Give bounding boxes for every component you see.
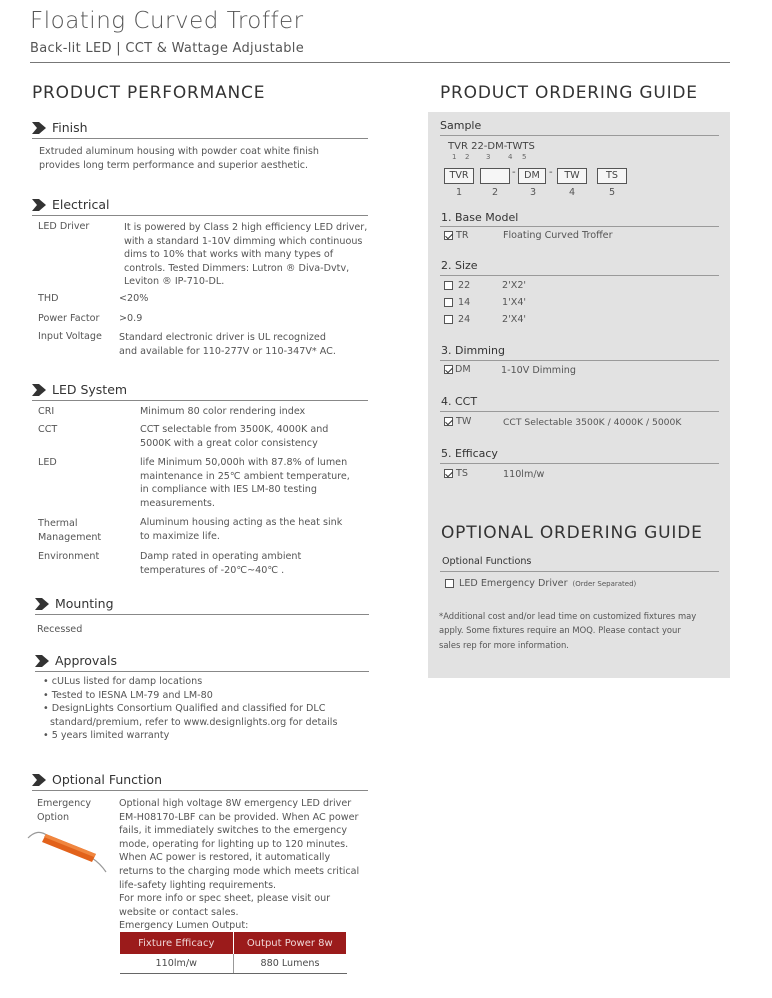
sample-code: TVR 22-DM-TWTS: [448, 141, 535, 152]
option-code: 24: [458, 314, 471, 325]
led-system-title: LED System: [52, 382, 128, 397]
dimming-title: 3. Dimming: [441, 344, 505, 357]
efficacy-title: 5. Efficacy: [441, 447, 498, 460]
text-line: measurements.: [140, 497, 215, 509]
finish-title: Finish: [52, 120, 88, 135]
text-line: Emergency: [37, 798, 92, 809]
text-line: Optional high voltage 8W emergency LED driver: [119, 798, 352, 809]
text-line: 5000K with a great color consistency: [140, 437, 318, 449]
list-item-text: cULus listed for damp locations: [51, 676, 203, 687]
sample-divider: [440, 135, 719, 136]
list-item-text: standard/premium, refer to www.designlights.org for details: [50, 716, 338, 728]
emergency-lumen-table: [120, 932, 347, 974]
thd-value: <20%: [119, 293, 149, 304]
optional-ordering-heading: OPTIONAL ORDERING GUIDE: [441, 523, 703, 543]
dimming-divider: [440, 360, 719, 361]
option-note: (Order Separated): [572, 579, 637, 588]
table-row: [120, 954, 347, 973]
option-code: TR: [456, 230, 469, 241]
text-line: apply. Some fixtures require an MOQ. Please contact your: [439, 625, 681, 636]
section-arrow-icon: [35, 598, 49, 610]
cct-option[interactable]: [444, 416, 471, 427]
code-number: 4: [508, 153, 513, 161]
cct-label: CCT: [38, 424, 58, 435]
led-value: [140, 456, 350, 510]
code-separator: -: [549, 167, 553, 178]
led-driver-label: LED Driver: [38, 221, 90, 232]
list-item: • DesignLights Consortium Qualified and classified for DLC: [43, 703, 326, 715]
base-model-title: 1. Base Model: [441, 211, 519, 224]
code-separator: -: [512, 167, 516, 178]
option-code: 14: [458, 297, 471, 308]
electrical-section-title: [32, 197, 109, 212]
finish-section-title: [32, 120, 88, 135]
text-line: with a standard 1-10V dimming which continuous: [124, 235, 363, 247]
mounting-divider: [35, 614, 369, 615]
input-voltage-value: [119, 331, 336, 358]
list-item: • 5 years limited warranty: [43, 730, 170, 742]
option-desc: 2'X2': [502, 280, 527, 291]
option-desc: 110lm/w: [503, 469, 545, 480]
text-line: and available for 110-277V or 110-347V* AC.: [119, 345, 336, 357]
list-item: • cULus listed for damp locations: [43, 676, 203, 687]
power-factor-value: >0.9: [119, 313, 143, 324]
code-box: TS: [597, 168, 627, 184]
code-number: 1: [452, 153, 457, 161]
text-line: temperatures of -20℃~40℃ .: [140, 564, 285, 576]
size-option[interactable]: [444, 314, 470, 325]
code-box: [480, 168, 510, 184]
box-number: 2: [492, 187, 499, 198]
checkbox[interactable]: [444, 298, 453, 307]
checkbox-checked[interactable]: [444, 469, 453, 478]
list-item-text: DesignLights Consortium Qualified and classified for DLC: [51, 703, 326, 715]
environment-label: Environment: [38, 551, 100, 562]
led-driver-value: [124, 221, 367, 289]
text-line: in compliance with IES LM-80 testing: [140, 484, 317, 496]
thermal-label: [38, 517, 101, 544]
electrical-divider: [32, 215, 368, 216]
cct-title: 4. CCT: [441, 395, 478, 408]
emergency-option-text: [119, 797, 359, 933]
emergency-option-label: [37, 797, 91, 824]
option-code: TW: [456, 416, 472, 427]
mounting-text: Recessed: [37, 624, 83, 635]
text-line: maintenance in 25℃ ambient temperature,: [140, 470, 350, 482]
option-label: LED Emergency Driver: [459, 578, 568, 589]
dimming-option[interactable]: [444, 364, 471, 375]
optional-function-section-title: [32, 772, 162, 787]
list-item-text: Tested to IESNA LM-79 and LM-80: [51, 689, 213, 701]
option-desc: 1-10V Dimming: [501, 365, 576, 376]
checkbox-checked[interactable]: [444, 365, 453, 374]
text-line: Aluminum housing acting as the heat sink: [140, 517, 343, 528]
size-divider: [440, 275, 719, 276]
additional-cost-note: [439, 609, 696, 652]
text-line: life-safety lighting requirements.: [119, 879, 277, 891]
list-item-text: 5 years limited warranty: [51, 730, 170, 742]
list-item: [43, 716, 337, 730]
checkbox-checked[interactable]: [444, 231, 453, 240]
code-box: TVR: [444, 168, 474, 184]
text-line: *Additional cost and/or lead time on customized fixtures may: [439, 611, 697, 621]
text-line: CCT selectable from 3500K, 4000K and: [140, 424, 329, 435]
table-cell: 880 Lumens: [233, 954, 347, 973]
mounting-title: Mounting: [55, 596, 114, 611]
option-desc: Floating Curved Troffer: [503, 230, 613, 241]
optional-functions-divider: [440, 571, 719, 572]
text-line: Option: [37, 811, 70, 823]
size-title: 2. Size: [441, 259, 478, 272]
code-number: 2: [465, 153, 470, 161]
table-cell: 110lm/w: [120, 954, 233, 973]
finish-line: provides long term performance and superior aesthetic.: [39, 159, 309, 171]
checkbox-checked[interactable]: [444, 417, 453, 426]
option-desc: CCT Selectable 3500K / 4000K / 5000K: [503, 417, 682, 428]
table-header: Output Power 8w: [233, 932, 347, 954]
led-system-divider: [32, 400, 368, 401]
input-voltage-label: Input Voltage: [38, 331, 102, 342]
approvals-divider: [35, 671, 369, 672]
text-line: EM-H08170-LBF can be provided. When AC power: [119, 811, 359, 823]
approvals-title: Approvals: [55, 653, 117, 668]
table-header: Fixture Efficacy: [120, 932, 233, 954]
text-line: Management: [38, 531, 102, 543]
text-line: For more info or spec sheet, please visit our: [119, 893, 331, 905]
option-code: DM: [455, 364, 471, 375]
environment-value: [140, 550, 301, 577]
section-arrow-icon: [32, 774, 46, 786]
mounting-section-title: [35, 596, 114, 611]
optional-function-title: Optional Function: [52, 772, 162, 787]
box-number: 1: [456, 187, 463, 198]
box-number: 3: [530, 187, 537, 198]
approvals-section-title: [35, 653, 117, 668]
text-line: Emergency Lumen Output:: [119, 920, 249, 932]
emergency-driver-image: [26, 828, 108, 874]
text-line: Standard electronic driver is UL recognized: [119, 332, 326, 343]
text-line: returns to the charging mode which meets critical: [119, 865, 360, 877]
text-line: Thermal: [38, 518, 78, 529]
text-line: to maximize life.: [140, 530, 220, 542]
code-box: TW: [557, 168, 587, 184]
product-performance-heading: PRODUCT PERFORMANCE: [32, 83, 266, 103]
option-desc: 2'X4': [502, 314, 527, 325]
led-label: LED: [38, 457, 57, 468]
base-model-option[interactable]: [444, 230, 469, 241]
finish-text: [39, 145, 319, 172]
base-model-divider: [440, 226, 719, 227]
list-item: • Tested to IESNA LM-79 and LM-80: [43, 689, 213, 701]
cri-value: Minimum 80 color rendering index: [140, 406, 306, 417]
text-line: mode, operating for lighting up to 120 minutes.: [119, 838, 349, 850]
code-number: 5: [522, 153, 527, 161]
box-number: 4: [569, 187, 576, 198]
power-factor-label: Power Factor: [38, 313, 100, 324]
sample-label: Sample: [440, 119, 482, 132]
size-option[interactable]: [444, 280, 470, 291]
text-line: Leviton ® IP-710-DL.: [124, 276, 225, 288]
table-header-row: [120, 932, 347, 954]
text-line: sales rep for more information.: [439, 639, 569, 650]
approvals-list: [43, 675, 337, 743]
cri-label: CRI: [38, 406, 55, 417]
text-line: life Minimum 50,000h with 87.8% of lumen: [140, 457, 348, 468]
text-line: fails, it immediately switches to the emergency: [119, 825, 348, 837]
optional-function-divider: [32, 790, 368, 791]
code-number: 3: [486, 153, 491, 161]
optional-functions-label: Optional Functions: [442, 556, 532, 567]
section-arrow-icon: [32, 122, 46, 134]
thd-label: THD: [38, 293, 59, 304]
efficacy-option[interactable]: [444, 468, 468, 479]
cct-value: [140, 423, 328, 450]
thermal-value: [140, 516, 342, 543]
finish-line: Extruded aluminum housing with powder coat white finish: [39, 146, 319, 157]
checkbox[interactable]: [444, 315, 453, 324]
page-title: Floating Curved Troffer: [30, 8, 304, 34]
emergency-driver-option[interactable]: [445, 578, 636, 589]
option-code: 22: [458, 280, 471, 291]
efficacy-divider: [440, 463, 719, 464]
finish-divider: [32, 138, 368, 139]
text-line: website or contact sales.: [119, 906, 239, 918]
checkbox[interactable]: [444, 281, 453, 290]
section-arrow-icon: [35, 655, 49, 667]
box-number: 5: [609, 187, 616, 198]
electrical-title: Electrical: [52, 197, 110, 212]
text-line: It is powered by Class 2 high efficiency LED driver,: [124, 222, 368, 233]
ordering-guide-heading: PRODUCT ORDERING GUIDE: [440, 83, 698, 103]
text-line: When AC power is restored, it automatically: [119, 852, 331, 864]
option-desc: 1'X4': [502, 297, 527, 308]
section-arrow-icon: [32, 384, 46, 396]
size-option[interactable]: [444, 297, 470, 308]
led-system-section-title: [32, 382, 127, 397]
text-line: controls. Tested Dimmers: Lutron ® Diva-Dvtv,: [124, 262, 350, 274]
page-subtitle: Back-lit LED | CCT & Wattage Adjustable: [30, 41, 305, 56]
checkbox[interactable]: [445, 579, 454, 588]
section-arrow-icon: [32, 199, 46, 211]
option-code: TS: [456, 468, 468, 479]
text-line: Damp rated in operating ambient: [140, 551, 302, 562]
header-divider: [30, 62, 730, 63]
text-line: dims to 10% that works with many types of: [124, 249, 334, 261]
code-box: DM: [518, 168, 546, 184]
cct-divider: [440, 411, 719, 412]
